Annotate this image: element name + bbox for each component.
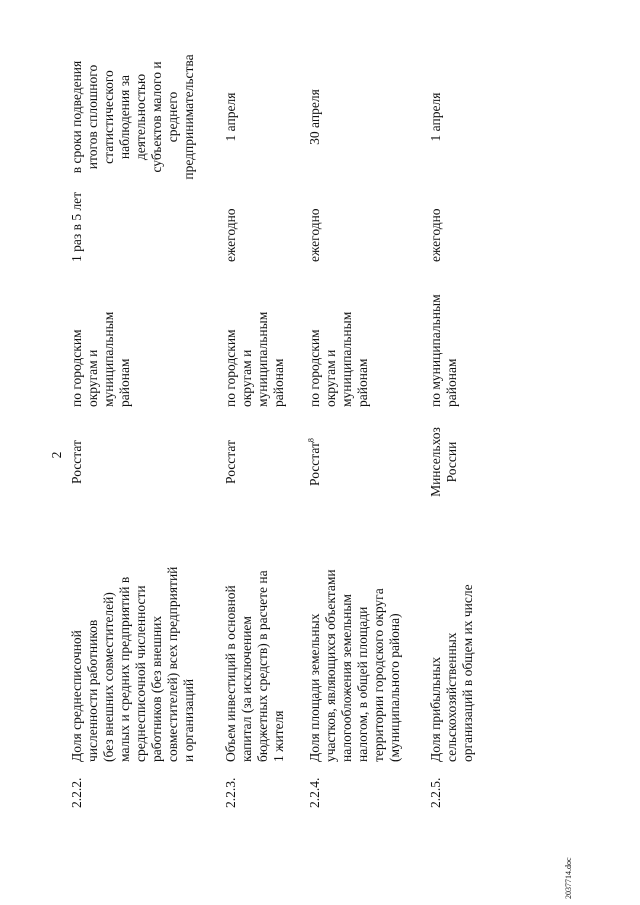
row-number: 2.2.4.: [307, 777, 322, 808]
row-number: 2.2.3.: [223, 777, 238, 808]
indicator-name: Доля площади земельных участков, являющихся объектами налогообложения земельным налогом, в общей площади территории городского округа (муниципального района): [307, 569, 402, 762]
file-name-footer: 2037714.doc: [564, 857, 573, 899]
footnote-marker: 8: [306, 438, 316, 443]
periodicity: ежегодно: [223, 208, 238, 262]
data-level: по муниципальным районам: [428, 294, 459, 407]
data-source: Минсельхоз России: [428, 427, 459, 497]
page-number: 2: [49, 451, 64, 459]
data-level: по городским округам и муниципальным районам: [307, 311, 370, 407]
submission-date: в сроки подведения итогов сплошного статистического наблюдения за деятельностью субъектов малого и среднего предпринимательства: [69, 54, 196, 180]
indicator-name: Объем инвестиций в основной капитал (за исключением бюджетных средств) в расчете на 1 жителя: [223, 570, 286, 762]
periodicity: ежегодно: [428, 208, 443, 262]
data-level: по городским округам и муниципальным районам: [223, 311, 286, 407]
row-number: 2.2.2.: [69, 777, 84, 808]
data-source: Росстат: [69, 440, 84, 484]
data-source: Росстат: [223, 440, 238, 484]
indicator-name: Доля прибыльных сельскохозяйственных организаций в общем их числе: [428, 584, 475, 762]
data-level: по городским округам и муниципальным районам: [69, 311, 132, 407]
row-number: 2.2.5.: [428, 777, 443, 808]
data-source: Росстат$^8$: [306, 438, 322, 486]
indicator-name: Доля среднесписочной численности работников (без внешних совместителей) малых и средних предприятий в среднесписочной численности работников (без внешних совместителей) всех предприятий и организаций: [69, 566, 196, 762]
periodicity: 1 раз в 5 лет: [69, 191, 84, 262]
periodicity: ежегодно: [307, 208, 322, 262]
submission-date: 1 апреля: [223, 92, 238, 142]
submission-date: 30 апреля: [307, 89, 322, 145]
submission-date: 1 апреля: [428, 92, 443, 142]
